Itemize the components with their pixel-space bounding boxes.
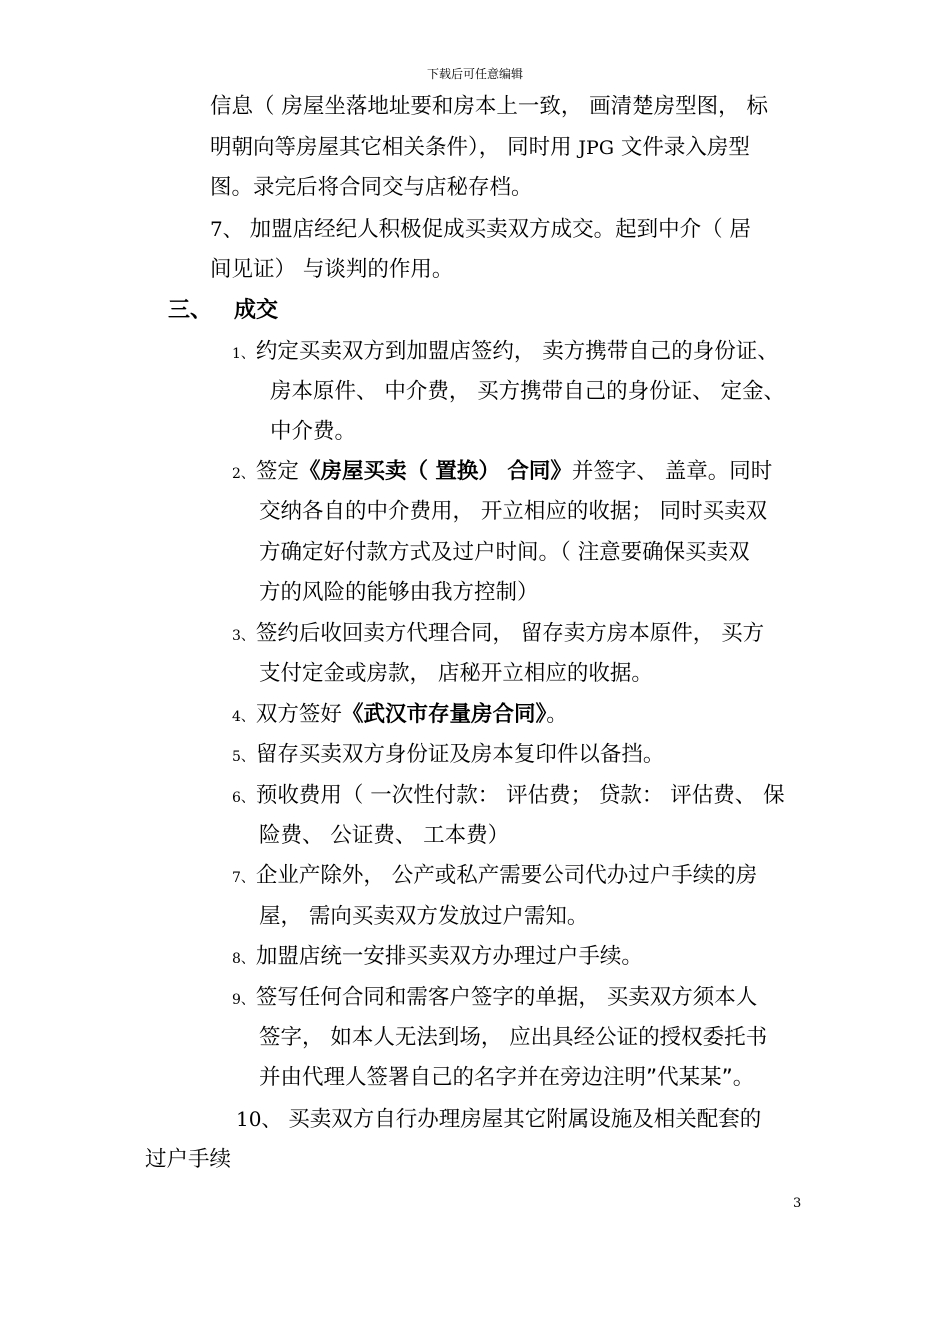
list-item-5-number: 5、 xyxy=(232,749,255,765)
list-item-6-number: 6、 xyxy=(232,790,255,806)
list-item-9-line-1: 签写任何合同和需客户签字的单据， 买卖双方须本人 xyxy=(255,985,758,1010)
list-item-1-number: 1、 xyxy=(232,346,255,362)
list-item-7-line-2: 屋， 需向买卖双方发放过户需知。 xyxy=(259,904,589,929)
prev-item-7-line-2: 间见证） 与谈判的作用。 xyxy=(210,257,454,282)
prev-item-7-number: 7、 xyxy=(210,217,243,241)
intro-line-2-text-c: 文件录入房型 xyxy=(614,135,750,160)
list-item-1 xyxy=(232,338,779,368)
list-item-8-line-1: 加盟店统一安排买卖双方办理过户手续。 xyxy=(255,944,643,969)
list-item-1-line-3: 中介费。 xyxy=(270,419,357,444)
list-item-2-line-2: 交纳各自的中介费用， 开立相应的收据； 同时买卖双 xyxy=(259,499,768,524)
list-item-1-line-1: 约定买卖双方到加盟店签约， 卖方携带自己的身份证、 xyxy=(255,339,779,364)
list-item-2 xyxy=(232,458,772,488)
list-item-2-number: 2、 xyxy=(232,466,255,482)
list-item-2-text-c: 并签字、 盖章。同时 xyxy=(571,459,773,484)
list-item-8-number: 8、 xyxy=(232,951,255,967)
list-item-4 xyxy=(232,701,568,731)
list-item-3-line-1: 签约后收回卖方代理合同， 留存卖方房本原件， 买方 xyxy=(255,621,765,646)
page-header: 下载后可任意编辑 xyxy=(426,67,523,81)
intro-line-2-jpg: JPG xyxy=(578,137,615,159)
intro-line-2-text-a: 明朝向等房屋其它相关条件）， 同时用 xyxy=(210,135,579,160)
list-item-10 xyxy=(236,1105,761,1134)
contract-title-1: 《房屋买卖（ 置换） 合同》 xyxy=(298,459,572,484)
list-item-6 xyxy=(232,782,785,812)
list-item-7-line-1: 企业产除外， 公产或私产需要公司代办过户手续的房 xyxy=(255,863,758,888)
section-heading xyxy=(168,297,278,325)
intro-line-3: 图。录完后将合同交与店秘存档。 xyxy=(210,175,533,200)
list-item-2-line-3: 方确定好付款方式及过户时间。（ 注意要确保买卖双 xyxy=(259,540,750,565)
list-item-4-text-c: 。 xyxy=(546,702,568,727)
list-item-8 xyxy=(232,943,643,973)
intro-line-2 xyxy=(210,134,750,162)
list-item-7-number: 7、 xyxy=(232,870,255,886)
section-title: 成交 xyxy=(234,298,279,323)
list-item-4-text-a: 双方签好 xyxy=(255,702,342,727)
list-item-5-line-1: 留存买卖双方身份证及房本复印件以备挡。 xyxy=(255,742,665,767)
intro-line-1: 信息（ 房屋坐落地址要和房本上一致， 画清楚房型图， 标 xyxy=(210,94,769,119)
list-item-9-line-2: 签字， 如本人无法到场， 应出具经公证的授权委托书 xyxy=(259,1025,768,1050)
contract-title-2: 《武汉市存量房合同》 xyxy=(341,702,547,727)
list-item-9-number: 9、 xyxy=(232,992,255,1008)
list-item-1-line-2: 房本原件、 中介费， 买方携带自己的身份证、 定金、 xyxy=(270,379,786,404)
list-item-3-number: 3、 xyxy=(232,628,255,644)
list-item-2-line-4: 方的风险的能够由我方控制） xyxy=(259,580,539,605)
page-number: 3 xyxy=(793,1196,802,1211)
list-item-3-line-2: 支付定金或房款， 店秘开立相应的收据。 xyxy=(259,661,653,686)
list-item-9 xyxy=(232,984,757,1014)
list-item-10-number: 10、 xyxy=(236,1107,282,1131)
list-item-6-line-2: 险费、 公证费、 工本费） xyxy=(259,823,510,848)
list-item-10-line-1: 买卖双方自行办理房屋其它附属设施及相关配套的 xyxy=(281,1107,762,1132)
prev-item-7-line-1: 加盟店经纪人积极促成买卖双方成交。起到中介（ 居 xyxy=(242,217,751,242)
list-item-3 xyxy=(232,620,764,650)
list-item-7 xyxy=(232,862,757,892)
list-item-4-number: 4、 xyxy=(232,709,255,725)
list-item-2-text-a: 签定 xyxy=(255,459,299,484)
list-item-10-line-2: 过户手续 xyxy=(145,1147,232,1172)
prev-item-7 xyxy=(210,215,751,244)
list-item-9-line-3: 并由代理人签署自己的名字并在旁边注明”代某某”。 xyxy=(259,1065,755,1090)
section-number: 三、 xyxy=(168,298,213,323)
list-item-6-line-1: 预收费用（ 一次性付款： 评估费； 贷款： 评估费、 保 xyxy=(255,783,785,808)
list-item-5 xyxy=(232,741,664,771)
